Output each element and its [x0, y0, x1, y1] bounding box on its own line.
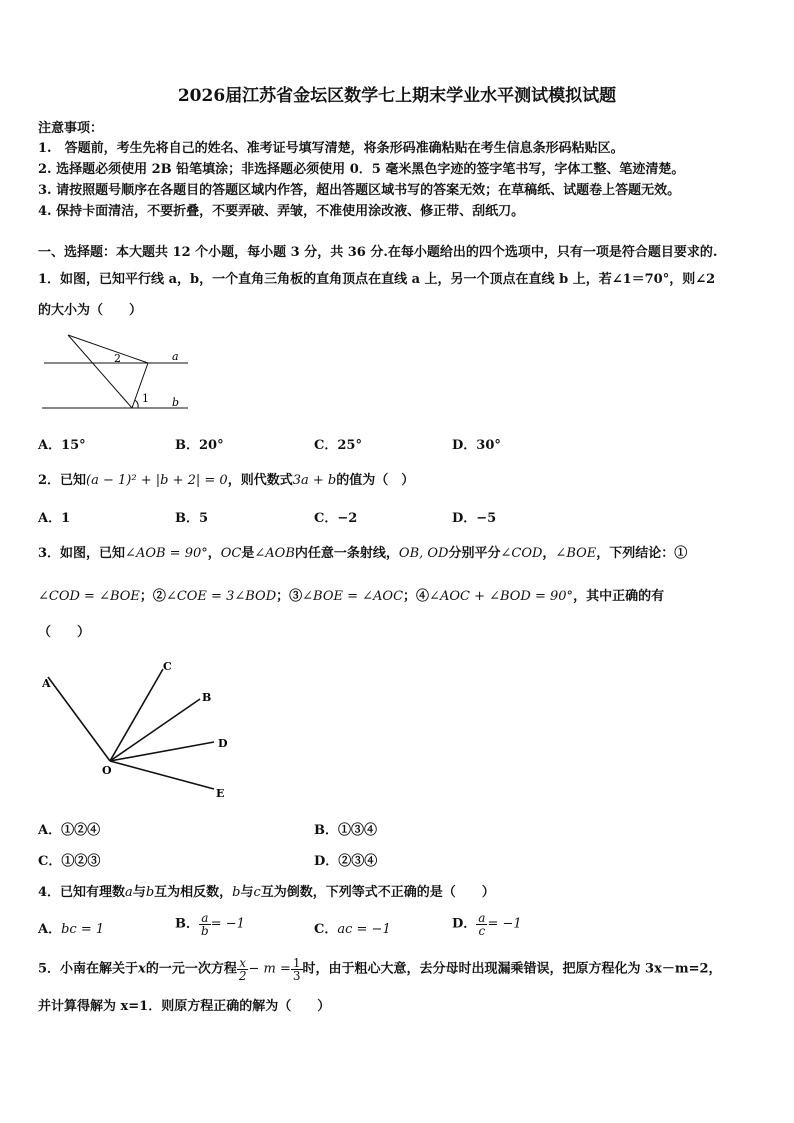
q4-option-b: [175, 912, 245, 937]
notice-item-2: 2. 选择题必须使用 2B 铅笔填涂；非选择题必须使用 0．5 毫米黑色字迹的签字笔书写，字体工整、笔迹清楚。: [38, 162, 685, 177]
q1-stem-line2: 的大小为（ ）: [38, 303, 143, 318]
notice-item-4: 4. 保持卡面清洁，不要折叠，不要弄破、弄皱，不准使用涂改液、修正带、刮纸刀。: [38, 204, 525, 219]
numerator: a: [478, 911, 486, 925]
q3-stem-line1: [38, 546, 687, 562]
q4-var: b: [145, 885, 155, 900]
point-o-label: O: [102, 764, 112, 777]
q1-option-b: B．20°: [175, 438, 224, 453]
q5-text: 时，由于粗心大意，去分母时出现漏乘错误，把原方程化为 3x－m=2，: [302, 961, 722, 977]
point-d-label: D: [218, 737, 228, 750]
numerator: 1: [292, 956, 301, 970]
option-label: B．: [175, 916, 199, 932]
q3-text: ；④: [403, 589, 430, 604]
q3-text: 内任意一条射线，: [294, 546, 399, 561]
q4-var: b: [232, 885, 241, 900]
ray-oe: [110, 761, 214, 789]
q5-text: 的一元一次方程: [145, 961, 237, 977]
fraction: [199, 912, 211, 937]
fraction: [476, 912, 487, 937]
notice-item-1: 1. 答题前，考生先将自己的姓名、准考证号填写清楚，将条形码准确粘贴在考生信息条形码粘贴区。: [38, 141, 624, 156]
q3-math: ∠COD = ∠BOE: [38, 589, 140, 604]
q3-text: ；③: [276, 589, 303, 604]
q2-expression-2: 3a + b: [292, 473, 337, 488]
q3-text: ，: [542, 546, 556, 561]
page-title: 2026届江苏省金坛区数学七上期末学业水平测试模拟试题: [177, 86, 617, 106]
option-label: A．: [38, 922, 62, 937]
q4-option-a: [38, 922, 104, 938]
numerator: a: [199, 912, 211, 925]
q1-figure: [38, 330, 198, 412]
q5-math: − m =: [248, 961, 291, 977]
q1-option-c: C．25°: [314, 438, 362, 453]
q3-text: ，下列结论：①: [596, 546, 688, 561]
ray-oc: [110, 669, 163, 761]
point-c-label: C: [163, 660, 172, 673]
q4-var: a: [125, 885, 133, 900]
q3-math: ∠AOC + ∠BOD = 90°: [429, 589, 574, 604]
option-expression: bc = 1: [61, 922, 105, 937]
q4-var: c: [253, 885, 261, 900]
q2-suffix: 的值为（ ）: [336, 473, 415, 488]
q5-stem-line2: 并计算得解为 x=1．则原方程正确的解为（ ）: [38, 999, 331, 1014]
option-label: C．: [314, 922, 338, 937]
denominator: 2: [238, 969, 247, 983]
denominator: b: [201, 924, 209, 938]
q2-middle: ，则代数式: [227, 473, 293, 488]
q3-option-c: C．①②③: [38, 854, 101, 869]
q2-option-b: B．5: [175, 511, 209, 526]
q3-text: 是: [241, 546, 255, 561]
q4-stem: [38, 885, 495, 901]
notice-heading: 注意事项：: [38, 121, 104, 136]
denominator: c: [478, 924, 486, 938]
q3-stem-line3: （ ）: [38, 625, 91, 640]
q2-prefix: 2．已知: [38, 473, 87, 488]
denominator: 3: [292, 969, 301, 983]
q4-text: 与: [240, 885, 254, 900]
point-e-label: E: [216, 787, 225, 800]
q3-stem-line2: [38, 589, 664, 605]
fraction: [237, 957, 249, 982]
q2-stem: [38, 473, 414, 489]
q4-option-d: [452, 912, 522, 937]
option-expression: = −1: [487, 916, 522, 932]
q3-math: ∠COE = 3∠BOD: [165, 589, 277, 604]
q3-option-d: D．②③④: [314, 854, 378, 869]
q3-option-a: A．①②④: [38, 823, 101, 838]
option-label: D．: [452, 916, 477, 932]
q2-option-c: C．−2: [314, 511, 358, 526]
q3-text: 3．如图，已知: [38, 546, 126, 561]
point-b-label: B: [202, 691, 212, 704]
q2-option-a: A．1: [38, 511, 71, 526]
q3-math: ∠BOE = ∠AOC: [302, 589, 404, 604]
q3-math: ∠BOE: [555, 546, 597, 561]
ray-od: [110, 742, 214, 761]
q5-var: x: [138, 961, 146, 977]
q4-text: 与: [132, 885, 146, 900]
numerator: x: [237, 957, 249, 970]
angle-1-arc: [135, 400, 138, 408]
option-expression: ac = −1: [337, 922, 391, 937]
q4-text: 4．已知有理数: [38, 885, 126, 900]
q3-math: OB, OD: [398, 546, 449, 561]
q3-math: OC: [220, 546, 242, 561]
fraction: [291, 957, 303, 982]
q1-option-d: D．30°: [452, 438, 501, 453]
q5-stem-line1: [38, 957, 722, 982]
line-b-label: b: [172, 396, 180, 409]
q3-option-b: B．①③④: [314, 823, 377, 838]
ray-ob: [110, 699, 200, 761]
q3-figure: [38, 655, 238, 803]
q5-text: 5．小南在解关于: [38, 961, 139, 977]
q3-math: ∠AOB: [254, 546, 295, 561]
q2-expression: (a − 1)² + |b + 2| = 0: [86, 473, 228, 488]
angle-1-label: 1: [142, 392, 149, 405]
notice-item-3: 3. 请按照题号顺序在各题目的答题区域内作答，超出答题区域书写的答案无效；在草稿纸、试题卷上答题无效。: [38, 183, 681, 198]
q3-text: 分别平分: [448, 546, 501, 561]
q4-text: 互为相反数，: [154, 885, 233, 900]
q3-math: ∠COD: [500, 546, 543, 561]
q3-text: ，: [207, 546, 221, 561]
q4-option-c: [314, 922, 391, 938]
q1-option-a: A．15°: [38, 438, 86, 453]
q3-text: ，其中正确的有: [573, 589, 665, 604]
angle-2-label: 2: [114, 352, 121, 365]
q2-option-d: D．−5: [452, 511, 497, 526]
line-a-label: a: [172, 350, 179, 363]
ray-oa: [48, 677, 110, 761]
q4-text: 互为倒数，下列等式不正确的是（ ）: [260, 885, 495, 900]
option-expression: = −1: [210, 916, 245, 932]
section-heading: 一、选择题：本大题共 12 个小题，每小题 3 分，共 36 分.在每小题给出的四个选项中，只有一项是符合题目要求的.: [38, 245, 718, 260]
q3-math: ∠AOB = 90°: [125, 546, 208, 561]
q3-text: ；②: [139, 589, 166, 604]
q1-stem-line1: 1．如图，已知平行线 a，b，一个直角三角板的直角顶点在直线 a 上，另一个顶点在直线 b 上，若∠1＝70°，则∠2: [38, 272, 716, 287]
point-a-label: A: [42, 677, 51, 690]
